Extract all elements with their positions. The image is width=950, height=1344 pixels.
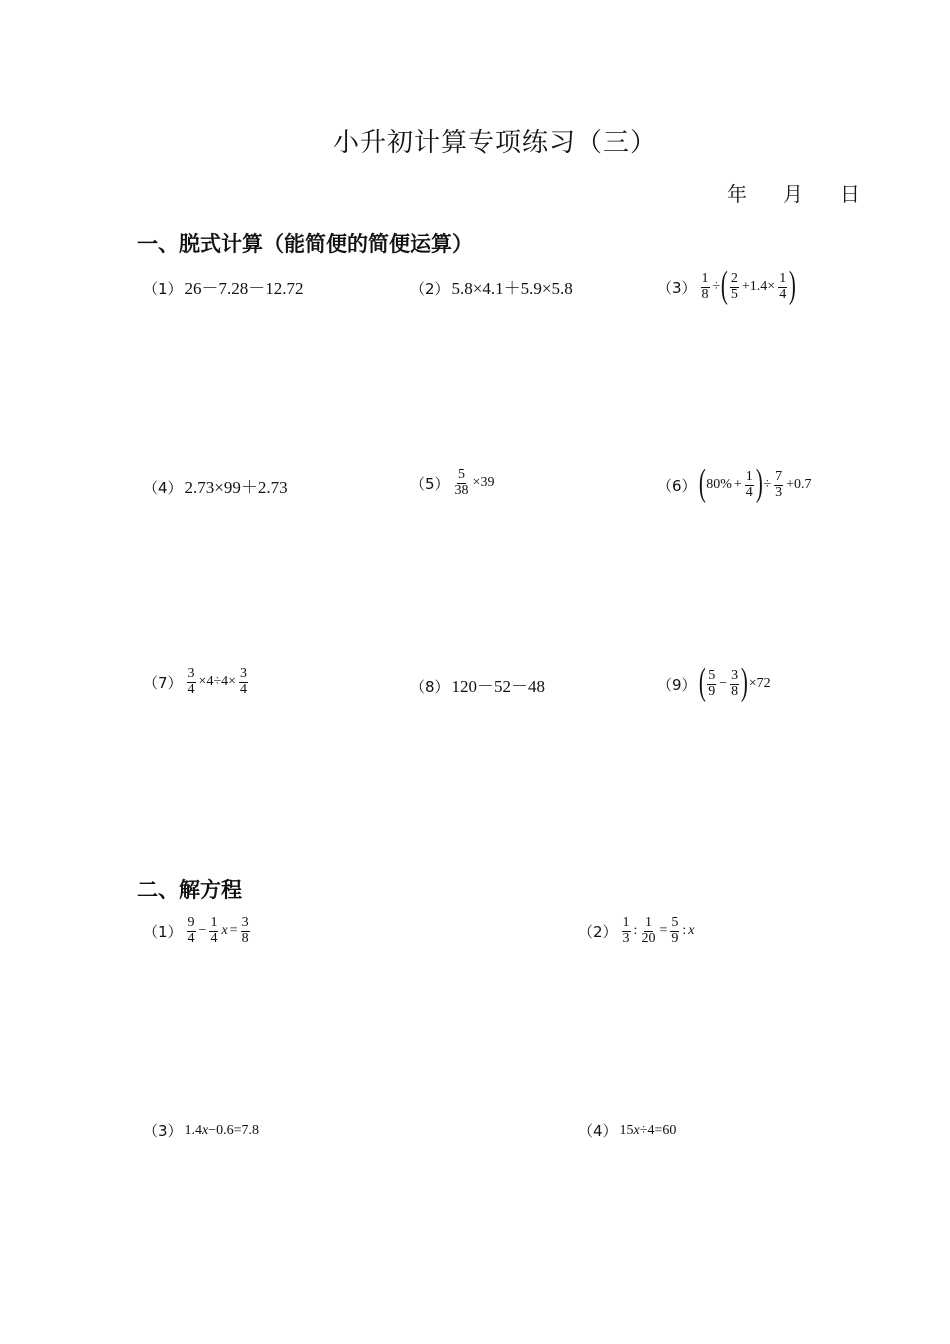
operator: : [682,923,687,939]
problem-1-6 [657,462,813,504]
numerator: 1 [701,270,709,286]
operator: + [733,477,742,492]
expression [578,916,695,946]
fraction [707,669,716,699]
coefficient: 15 [619,1122,634,1138]
expression: 5.8×4.1＋5.9×5.8 [451,279,573,298]
numerator: 2 [730,270,738,286]
problem-1-5 [410,468,495,498]
variable: x [688,923,695,939]
numerator: 3 [240,666,248,681]
operator: − [198,923,207,939]
numerator: 1 [779,270,787,286]
numerator: 3 [187,666,195,681]
operand: 80% [706,477,732,492]
left-paren: ( [698,661,706,703]
fraction [239,667,248,697]
numerator: 9 [187,915,195,930]
numerator: 5 [671,915,679,930]
expression-rest: −0.6=7.8 [208,1122,260,1138]
problem-number: （1） [143,280,183,298]
left-paren: ( [721,264,729,306]
fraction [745,470,754,500]
problem-1-9 [657,661,772,703]
problem-1-4 [143,473,288,498]
problem-number: （2） [410,280,450,298]
numerator: 1 [210,915,218,930]
fraction [774,470,783,500]
left-paren: ( [698,462,706,504]
operator: = [659,923,668,939]
operator: ÷ [712,279,721,294]
denominator: 4 [187,681,195,697]
right-paren: ) [755,462,763,504]
variable: x [202,1122,209,1138]
fraction [187,916,196,946]
denominator: 9 [708,683,716,699]
expression: 26－7.28－12.72 [184,279,304,298]
expression-rest: ÷4=60 [639,1122,677,1138]
date-day-label: 日 [840,182,860,206]
numerator: 7 [775,468,783,484]
denominator: 4 [240,681,248,697]
denominator: 3 [775,484,783,500]
equation-2-3 [143,1120,259,1141]
equation-2-1 [143,916,252,946]
expression [410,468,495,498]
operator: ×39 [472,475,495,491]
operator: − [719,676,728,691]
operator: ×72 [748,676,771,691]
page-title: 小升初计算专项练习（三） [332,128,657,158]
problem-number: （4） [143,479,183,497]
fraction [640,916,656,946]
fraction [730,669,739,699]
expression [657,462,813,504]
fraction [187,667,196,697]
operator: +1.4× [741,279,776,294]
problem-number: （3） [143,1122,183,1140]
denominator: 3 [622,930,630,946]
denominator: 4 [210,930,218,946]
fraction [670,916,679,946]
problem-number: （6） [657,476,697,495]
problem-1-8 [410,672,545,697]
denominator: 8 [241,930,249,946]
variable: x [221,923,228,939]
problem-1-7 [143,667,250,697]
expression [143,667,250,697]
numerator: 5 [708,667,716,683]
operator: = [229,923,238,939]
numerator: 1 [644,915,652,930]
denominator: 5 [730,286,738,302]
denominator: 8 [731,683,739,699]
problem-1-1 [143,274,304,299]
expression: 120－52－48 [451,677,546,696]
fraction [454,468,470,498]
date-month-label: 月 [783,182,803,206]
numerator: 5 [458,467,466,482]
numerator: 3 [241,915,249,930]
operator: +0.7 [786,477,812,492]
numerator: 1 [745,468,753,484]
problem-number: （2） [578,922,618,941]
right-paren: ) [789,264,796,306]
denominator: 38 [454,482,469,498]
right-paren: ) [740,661,748,703]
fraction [701,272,710,302]
expression: 2.73×99＋2.73 [184,478,288,497]
problem-number: （5） [410,474,450,493]
operator: ÷ [763,477,772,492]
expression [657,264,796,306]
problem-number: （4） [578,1122,618,1140]
section-1-heading: 一、脱式计算（能简便的简便运算） [137,232,473,256]
fraction [778,272,787,302]
expression [578,1120,676,1141]
section-2-heading: 二、解方程 [137,878,242,902]
expression [657,661,772,703]
denominator: 4 [779,286,787,302]
denominator: 4 [187,930,195,946]
fraction [209,916,218,946]
problem-number: （8） [410,678,450,696]
expression [143,1120,259,1141]
problem-1-2 [410,274,573,299]
fraction [241,916,250,946]
numerator: 3 [731,667,739,683]
denominator: 9 [671,930,679,946]
date-year-label: 年 [727,182,747,206]
problem-1-3 [657,264,796,306]
denominator: 4 [745,484,753,500]
coefficient: 1.4 [184,1122,203,1138]
expression [143,916,252,946]
problem-number: （1） [143,922,183,941]
problem-number: （7） [143,673,183,692]
fraction [622,916,631,946]
operator: : [633,923,638,939]
denominator: 8 [701,286,709,302]
problem-number: （3） [657,278,697,297]
problem-number: （9） [657,675,697,694]
fraction [730,272,739,302]
equation-2-4 [578,1120,676,1141]
equation-2-2 [578,916,695,946]
numerator: 1 [622,915,630,930]
variable: x [633,1122,640,1138]
operator: ×4÷4× [198,674,237,690]
denominator: 20 [641,930,656,946]
